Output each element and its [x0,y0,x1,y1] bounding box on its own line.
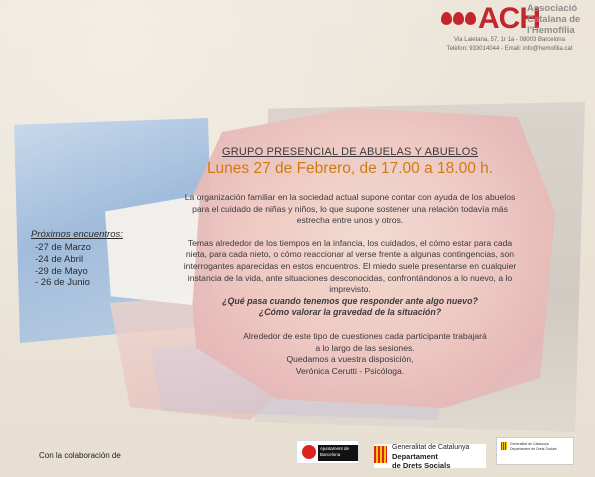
event-date: Lunes 27 de Febrero, de 17.00 a 18.00 h. [206,160,494,177]
body-paragraph: Temas alrededor de los tiempos en la infancia, los cuidados, el cómo estar para cada nieta, para cada nieto, o cómo reaccionar al verse frente a algunas contingencias, son interrogantes aparecidas en estos encuentros. El miedo suele presentarse en cualquier instancia de la vida, ante situaciones desconocidas, confrontándonos a lo nuevo, a lo imprevisto. [183,237,517,295]
closing-line-1: Alrededor de este tipo de cuestiones cada participante trabajará a lo largo de las sesiones. [243,330,487,353]
event-content [180,146,520,377]
closing-block [180,331,520,377]
upcoming-meetings [31,229,123,289]
meetings-title: Próximos encuentros: [31,229,123,240]
org-name-line: Associació [527,3,578,14]
org-name [527,3,595,36]
senyera-icon [374,446,387,463]
question-2: ¿Cómo valorar la gravedad de la situación? [258,307,442,318]
gen2-line: Generalitat de Catalunya [510,442,549,446]
meetings-list [31,242,123,289]
closing-line-2: Quedamos a vuestra disposición, [286,354,414,365]
barcelona-logo [296,440,359,464]
gen-line: de Drets Socials [392,461,451,470]
org-name-line: l'Hemofília [527,25,575,36]
question-1: ¿Qué pasa cuando tenemos que responder ante algo nuevo? [222,295,478,306]
contact-line: Telèfon: 933014044 - Email: info@hemofilia.cat [446,46,573,52]
gen2-line: Departament de Drets Socials [510,446,557,451]
org-address [427,36,592,54]
meeting-date: -24 de Abril [35,253,84,265]
gen-line: Departament [392,451,438,461]
org-name-line: Catalana de [527,14,581,25]
generalitat-logo [374,444,486,468]
barcelona-emblem-icon [302,445,316,459]
meeting-date: -29 de Mayo [35,265,88,277]
address-line: Via Laietana, 57, 1r 1a - 08003 Barcelona [454,37,565,43]
closing-signature: Verónica Cerutti - Psicóloga. [295,365,405,376]
barcelona-label: Ajuntament de Barcelona [318,445,358,461]
intro-paragraph: La organización familiar en la sociedad actual supone contar con ayuda de los abuelos para el cuidado de niñas y niños, lo que supone sostener una relación todavía más estrecha entre unos y otros. [184,192,516,226]
logo-letters: ACH [478,2,540,35]
collaboration-label: Con la colaboración de [39,451,121,460]
gen2-text [510,442,557,451]
gen-line: Generalitat de Catalunya [392,444,470,451]
meeting-date: - 26 de Junio [35,277,90,289]
meeting-date: -27 de Marzo [35,242,91,253]
senyera-small-icon [501,442,507,450]
event-title: GRUPO PRESENCIAL DE ABUELAS Y ABUELOS [221,146,479,158]
generalitat-small-logo [496,437,574,465]
generalitat-text [392,444,469,472]
drops-logo-icon [441,12,477,26]
